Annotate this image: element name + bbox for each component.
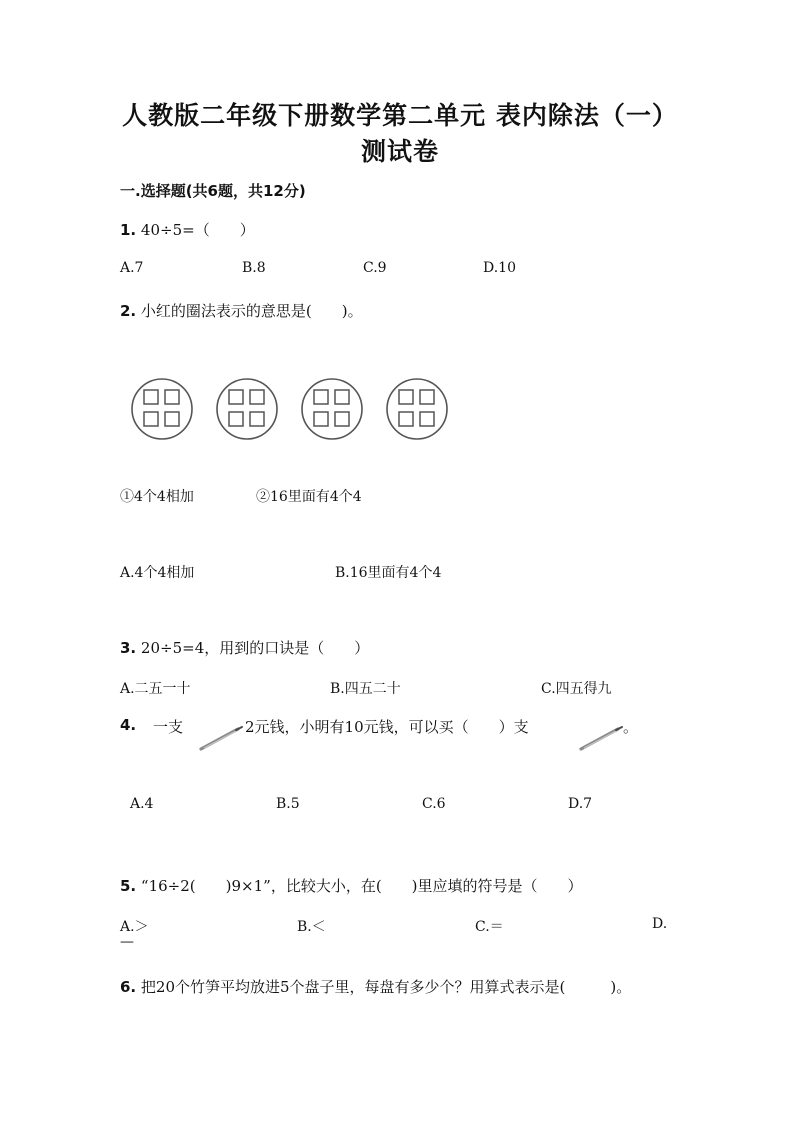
circle-with-four-squares-icon [217,379,277,439]
option-b: B.＜ [297,919,326,935]
option-d: D.7 [568,796,593,812]
page-title: 人教版二年级下册数学第二单元 表内除法（一） [122,101,678,130]
circle-groups-figure [125,375,455,443]
pen-icon [578,724,624,752]
question-number: 4. [120,716,137,734]
option-c: C.9 [363,260,387,276]
option-b: B.16里面有4个4 [335,565,442,581]
option-a: A.4 [130,796,154,812]
option-a: A.4个4相加 [120,565,195,581]
question-text: 40÷5=（ ） [140,221,255,239]
question-6 [120,976,631,997]
question-4-number [120,716,136,734]
question-4-text-b: 2元钱，小明有10元钱，可以买（ ）支 [245,718,529,736]
question-1 [120,219,255,240]
option-a: A.7 [120,260,144,276]
section-header: 一.选择题(共6题，共12分) [120,182,306,200]
question-number: 2. [120,302,137,320]
option-d: D.10 [483,260,516,276]
question-3 [120,637,369,658]
question-number: 3. [120,639,137,657]
option-a: A.＞ [120,919,149,935]
page-subtitle: 测试卷 [360,137,439,166]
circle-with-four-squares-icon [302,379,362,439]
question-5 [120,875,583,896]
question-number: 6. [120,978,137,996]
option-d-continued: — [120,934,134,950]
question-2 [120,300,363,321]
circle-with-four-squares-icon [132,379,192,439]
question-number: 5. [120,877,137,895]
question-text: 小红的圈法表示的意思是( )。 [140,302,363,320]
question-4-text-a: 一支 [153,718,184,736]
question-text: 把20个竹笋平均放进5个盘子里，每盘有多少个？用算式表示是( )。 [140,978,632,996]
option-b: B.四五二十 [330,681,401,697]
statement-1: ①4个4相加 [120,489,194,505]
question-text: 20÷5=4，用到的口诀是（ ） [140,639,370,657]
option-d: D. [652,916,668,932]
question-text: “16÷2( )9×1”，比较大小，在( )里应填的符号是（ ） [140,877,583,895]
option-c: C.6 [422,796,446,812]
option-b: B.8 [242,260,266,276]
statement-2: ②16里面有4个4 [256,489,362,505]
option-b: B.5 [276,796,300,812]
option-c: C.四五得九 [541,681,612,697]
option-a: A.二五一十 [120,681,191,697]
pen-icon [198,724,244,752]
question-number: 1. [120,221,137,239]
option-c: C.＝ [475,919,504,935]
circle-with-four-squares-icon [387,379,447,439]
question-4-text-c: 。 [623,718,639,736]
